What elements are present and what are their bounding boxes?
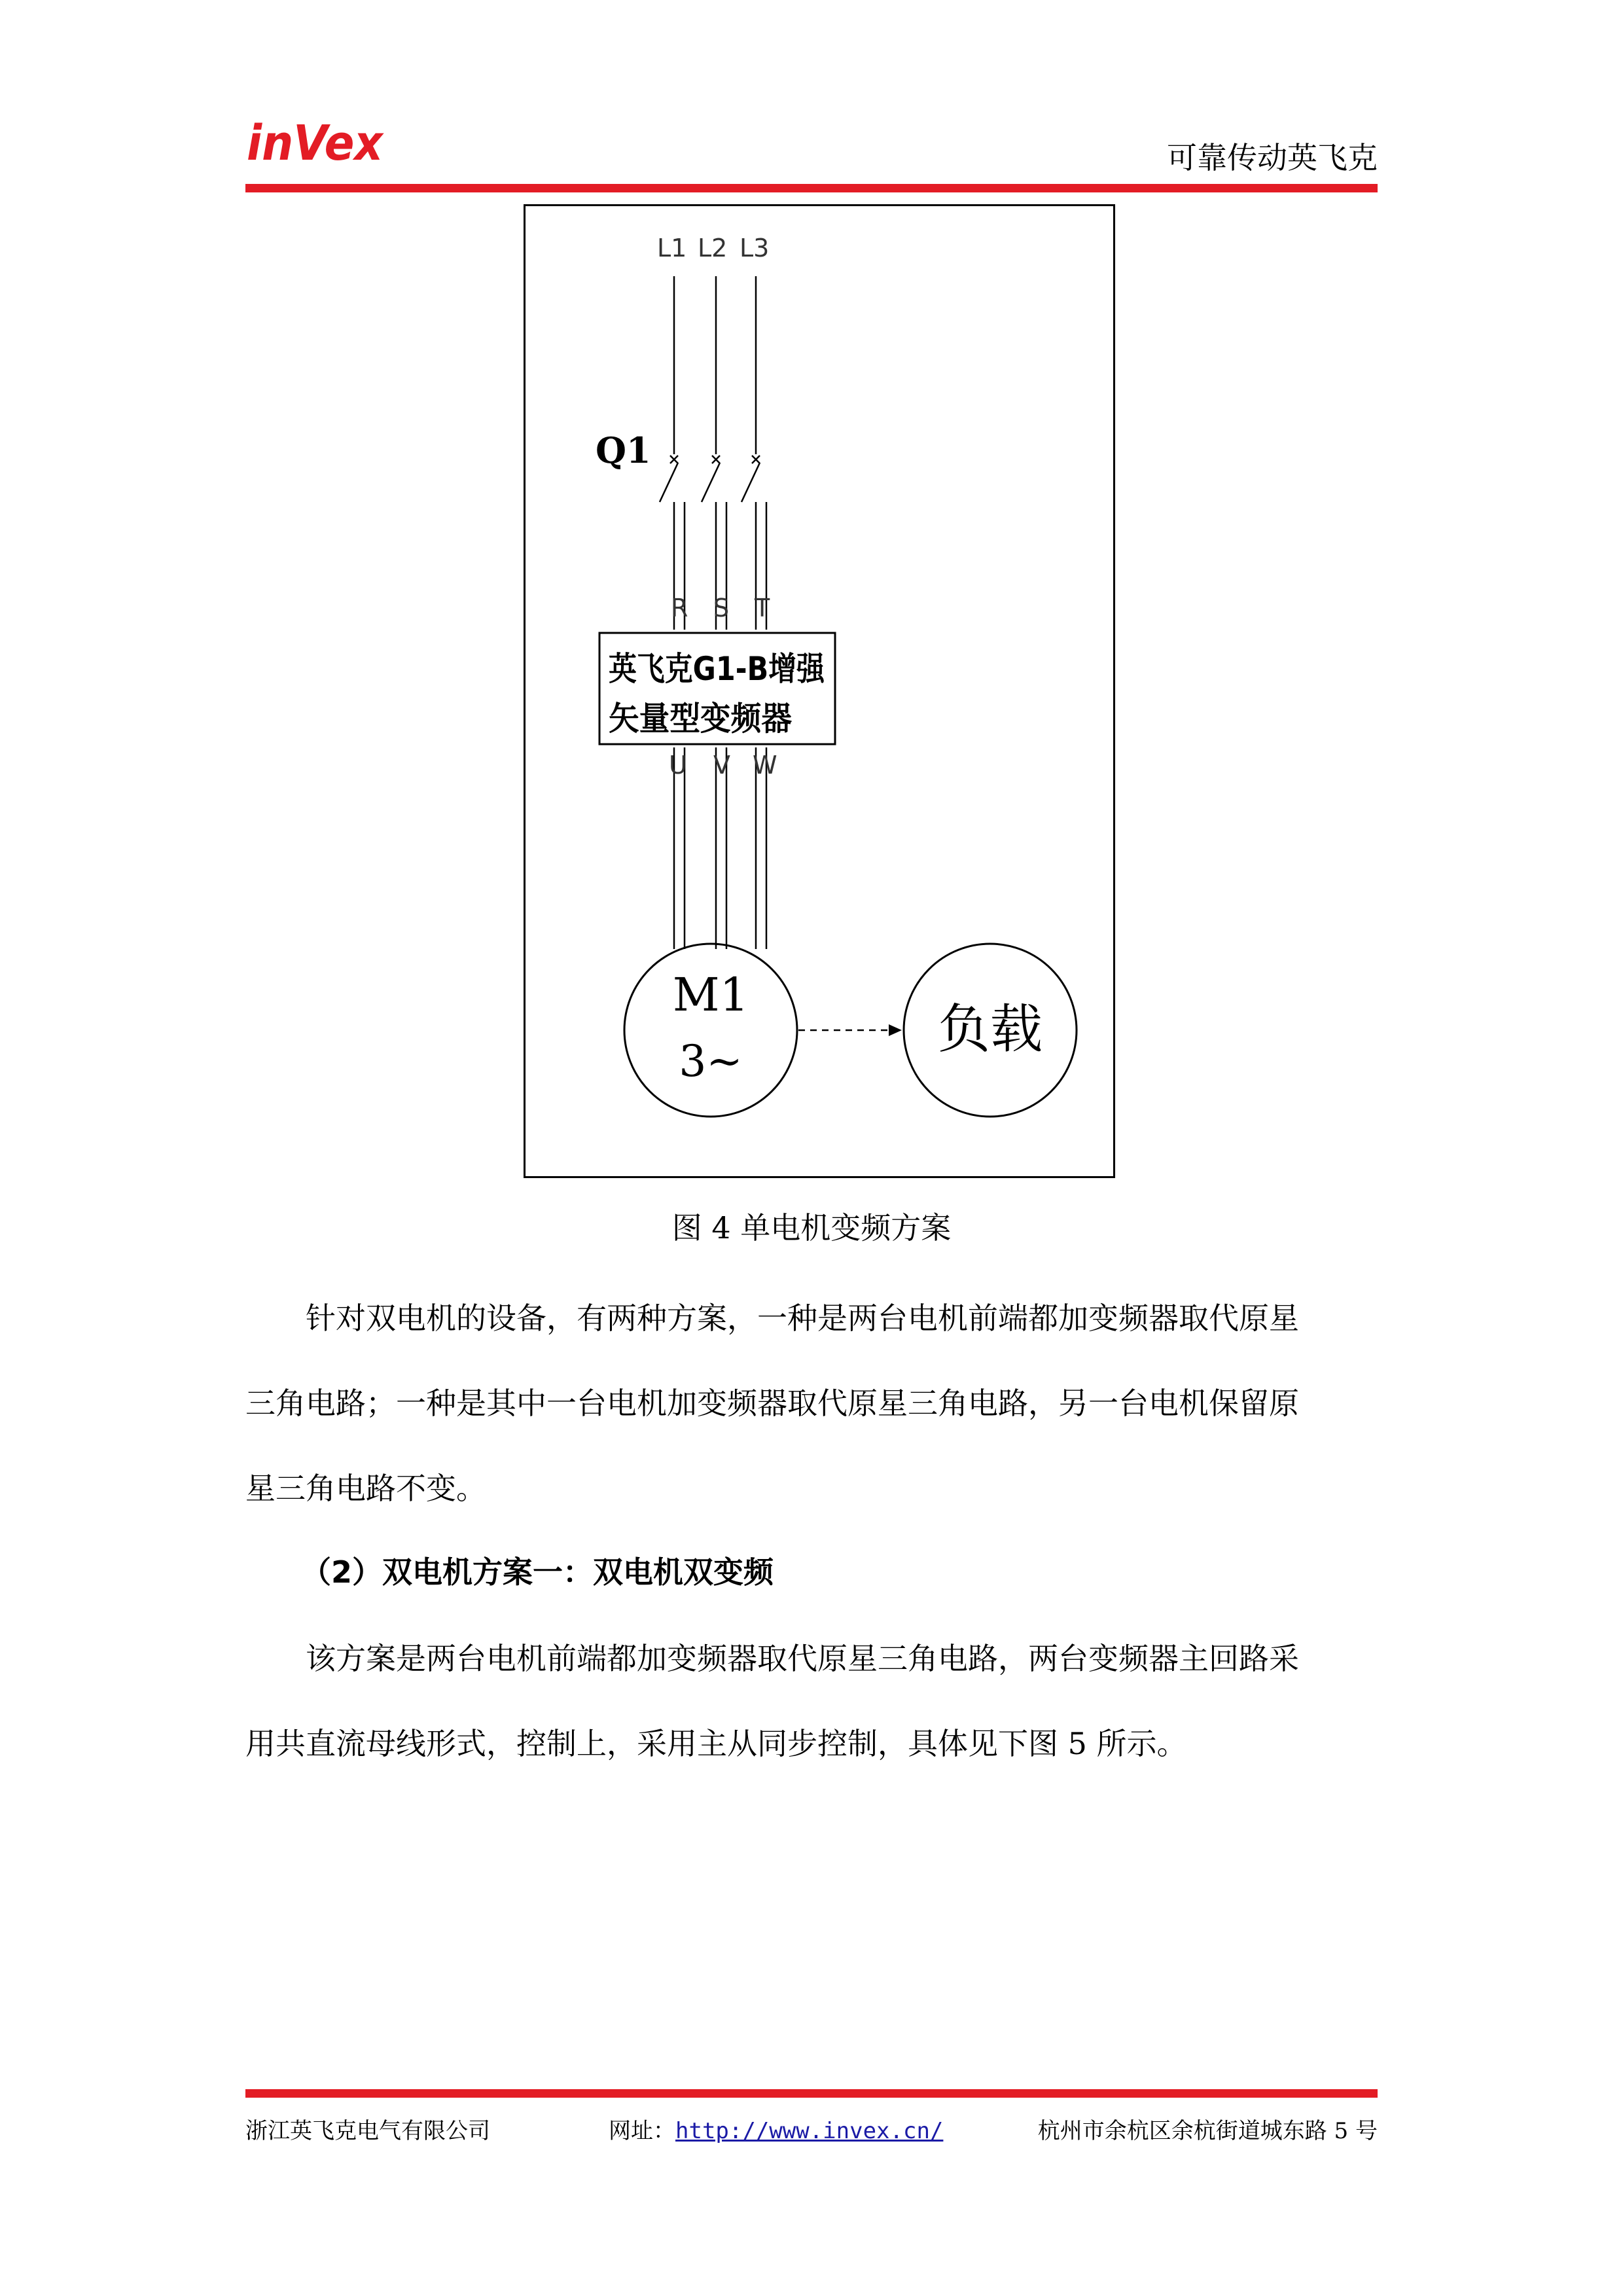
- coupling-arrow: [889, 1024, 902, 1036]
- label-W: W: [753, 751, 777, 780]
- label-L3: L3: [740, 234, 770, 262]
- breaker-label: Q1: [596, 429, 651, 471]
- label-T: T: [755, 594, 770, 622]
- section-heading: （2）双电机方案一：双电机双变频: [301, 1554, 774, 1590]
- wiring-diagram: [524, 204, 1115, 1178]
- paragraph-2-line-2: 用共直流母线形式，控制上，采用主从同步控制，具体见下图 5 所示。: [245, 1726, 1187, 1761]
- motor-phase-label: 3~: [679, 1036, 743, 1086]
- figure-caption: 图 4 单电机变频方案: [671, 1210, 952, 1246]
- footer-url-label: 网址：: [609, 2118, 675, 2144]
- paragraph-1-line-2: 三角电路；一种是其中一台电机加变频器取代原星三角电路，另一台电机保留原: [245, 1386, 1299, 1421]
- footer-address: 杭州市余杭区余杭街道城东路 5 号: [1037, 2118, 1378, 2144]
- drive-label-line2: 矢量型变频器: [609, 700, 792, 738]
- footer-url-link[interactable]: http://www.invex.cn/: [675, 2118, 944, 2144]
- paragraph-1-line-1: 针对双电机的设备，有两种方案，一种是两台电机前端都加变频器取代原星: [306, 1300, 1299, 1336]
- logo-text: inVex: [247, 117, 385, 169]
- paragraph-1-line-3: 星三角电路不变。: [245, 1471, 486, 1506]
- drive-label-line1: 英飞克G1-B增强: [609, 650, 826, 688]
- label-V: V: [713, 751, 730, 780]
- footer-website: [609, 2113, 943, 2145]
- footer-rule: [245, 2089, 1378, 2098]
- load-label: 负载: [938, 999, 1043, 1060]
- header-rule: [245, 184, 1378, 192]
- invex-logo: [245, 117, 386, 169]
- label-L1: L1: [657, 234, 687, 262]
- label-U: U: [669, 751, 687, 780]
- footer-company: 浙江英飞克电气有限公司: [245, 2118, 490, 2144]
- header-tagline: 可靠传动英飞克: [1167, 140, 1378, 175]
- label-L2: L2: [698, 234, 728, 262]
- motor-label: M1: [672, 968, 749, 1022]
- label-R: R: [671, 594, 688, 622]
- paragraph-2-line-1: 该方案是两台电机前端都加变频器取代原星三角电路，两台变频器主回路采: [306, 1641, 1299, 1676]
- breaker-contacts: [670, 456, 760, 463]
- label-S: S: [713, 594, 730, 622]
